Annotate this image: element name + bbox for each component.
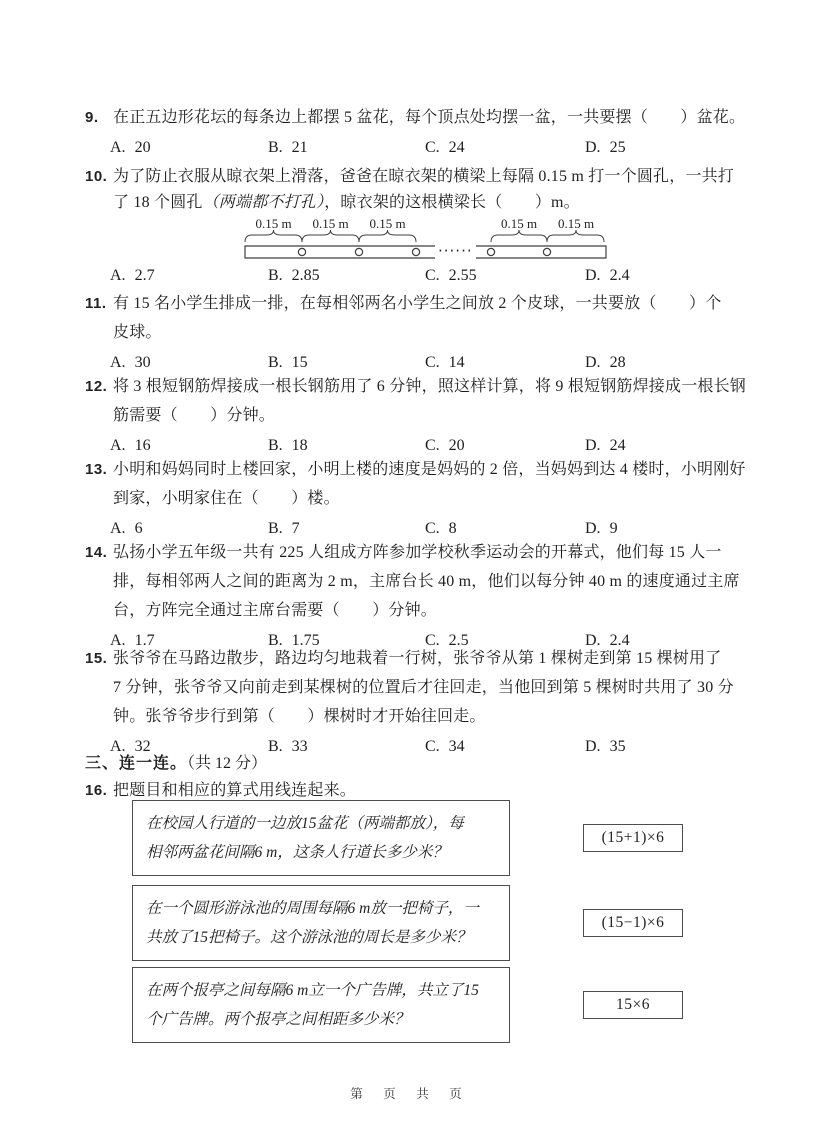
- option-c: C. 20: [425, 437, 465, 454]
- question-14-text-line2: 排，每相邻两人之间的距离为 2 m，主席台长 40 m，他们以每分钟 40 m 的速度通过主席: [113, 573, 740, 590]
- option-a: A. 32: [110, 738, 151, 755]
- question-11-number: 11.: [85, 295, 107, 312]
- question-10: [85, 164, 756, 290]
- question-13: [85, 455, 756, 543]
- question-15: [85, 644, 756, 761]
- option-d: D. 35: [585, 738, 626, 755]
- option-a: A. 20: [110, 139, 151, 156]
- question-12-text-line2: 筋需要（ ）分钟。: [113, 407, 276, 424]
- interval-label: 0.15 m: [312, 216, 349, 231]
- option-b: B. 21: [268, 139, 308, 156]
- question-13-text-line2: 到家，小明家住在（ ）楼。: [113, 490, 340, 507]
- match-problem-2: 在一个圆形游泳池的周围每隔6 m放一把椅子，一 共放了15把椅子。这个游泳池的周长是多少米？: [132, 885, 510, 961]
- match-formula-1: (15+1)×6: [583, 824, 683, 852]
- interval-label: 0.15 m: [255, 216, 292, 231]
- question-14-text-line1: 弘扬小学五年级一共有 225 人组成方阵参加学校秋季运动会的开幕式，他们每 15 人一: [113, 544, 722, 561]
- option-c: C. 34: [425, 738, 465, 755]
- section-3-title: 三、连一连。: [85, 755, 188, 772]
- option-d: D. 9: [585, 520, 618, 537]
- question-10-number: 10.: [85, 168, 108, 185]
- question-16-number: 16.: [85, 782, 108, 799]
- rail-left: [245, 246, 435, 258]
- question-12: [85, 372, 756, 460]
- question-11-text-line1: 有 15 名小学生排成一排，在每相邻两名小学生之间放 2 个皮球，一共要放（ ）个: [113, 295, 722, 312]
- option-b: B. 18: [268, 437, 308, 454]
- match-formula-3: 15×6: [583, 991, 683, 1019]
- question-14-text-line3: 台，方阵完全通过主席台需要（ ）分钟。: [113, 602, 438, 619]
- option-b: B. 15: [268, 354, 308, 371]
- option-c: C. 8: [425, 520, 457, 537]
- option-c: C. 24: [425, 139, 465, 156]
- option-d: D. 2.4: [585, 632, 630, 649]
- option-b: B. 2.85: [268, 267, 320, 284]
- interval-label: 0.15 m: [369, 216, 406, 231]
- section-3-heading: [85, 750, 756, 773]
- question-15-text-line1: 张爷爷在马路边散步，路边均匀地栽着一行树，张爷爷从第 1 棵树走到第 15 棵树用了: [113, 650, 722, 667]
- question-11-text-line2: 皮球。: [113, 324, 162, 341]
- question-15-number: 15.: [85, 650, 108, 667]
- rail-right: [476, 246, 606, 258]
- question-9: [85, 103, 756, 162]
- option-b: B. 7: [268, 520, 300, 537]
- match-problem-3: 在两个报亭之间每隔6 m立一个广告牌，共立了15 个广告牌。两个报亭之间相距多少米？: [132, 967, 510, 1043]
- match-pair-1: [132, 800, 683, 876]
- question-10-options: [110, 261, 756, 290]
- question-9-options: [110, 133, 756, 162]
- question-14: [85, 538, 756, 655]
- interval-label: 0.15 m: [500, 216, 538, 231]
- option-c: C. 14: [425, 354, 465, 371]
- page-footer: 第 页 共 页: [350, 1087, 466, 1101]
- option-a: A. 1.7: [110, 632, 155, 649]
- ellipsis-dots: ······: [438, 242, 473, 260]
- option-b: B. 1.75: [268, 632, 320, 649]
- question-15-text-line2: 7 分钟，张爷爷又向前走到某棵树的位置后才往回走，当他回到第 5 棵树时共用了 30 分: [113, 679, 734, 696]
- question-12-number: 12.: [85, 378, 108, 395]
- match-pair-3: [132, 967, 683, 1043]
- question-11: [85, 289, 756, 377]
- match-pair-2: [132, 885, 683, 961]
- question-12-text-line1: 将 3 根短钢筋焊接成一根长钢筋用了 6 分钟，照这样计算，将 9 根短钢筋焊接成一根长钢: [113, 378, 747, 395]
- match-formula-2: (15−1)×6: [583, 909, 683, 937]
- question-9-number: 9.: [85, 109, 99, 126]
- option-a: A. 6: [110, 520, 143, 537]
- section-3-points: （共 12 分）: [187, 755, 268, 772]
- option-d: D. 28: [585, 354, 626, 371]
- option-a: A. 2.7: [110, 267, 155, 284]
- option-d: D. 24: [585, 437, 626, 454]
- interval-label: 0.15 m: [557, 216, 595, 231]
- question-10-text-line1: 为了防止衣服从晾衣架上滑落，爸爸在晾衣架的横梁上每隔 0.15 m 打一个圆孔，一共打: [113, 168, 735, 185]
- hole-icon: [298, 248, 550, 255]
- brace-icon: [245, 230, 604, 242]
- question-14-number: 14.: [85, 544, 108, 561]
- option-a: A. 30: [110, 354, 151, 371]
- question-9-text: 在正五边形花坛的每条边上都摆 5 盆花，每个顶点处均摆一盆，一共要摆（ ）盆花。: [113, 109, 746, 126]
- question-16-intro: 把题目和相应的算式用线连起来。: [113, 782, 357, 799]
- clothes-rack-diagram: [240, 216, 756, 260]
- clothes-rack-diagram-svg: [240, 216, 612, 260]
- match-problem-1: 在校园人行道的一边放15盆花（两端都放），每 相邻两盆花间隔6 m，这条人行道长多少米？: [132, 800, 510, 876]
- option-a: A. 16: [110, 437, 151, 454]
- option-c: C. 2.5: [425, 632, 469, 649]
- option-b: B. 33: [268, 738, 308, 755]
- question-13-number: 13.: [85, 461, 108, 478]
- option-d: D. 25: [585, 139, 626, 156]
- question-13-text-line1: 小明和妈妈同时上楼回家，小明上楼的速度是妈妈的 2 倍，当妈妈到达 4 楼时，小明刚好: [113, 461, 746, 478]
- option-d: D. 2.4: [585, 267, 630, 284]
- option-c: C. 2.55: [425, 267, 477, 284]
- question-10-text-line2: 了 18 个圆孔（两端都不打孔），晾衣架的这根横梁长（ ）m。: [113, 194, 580, 211]
- question-15-text-line3: 钟。张爷爷步行到第（ ）棵树时才开始往回走。: [113, 708, 486, 725]
